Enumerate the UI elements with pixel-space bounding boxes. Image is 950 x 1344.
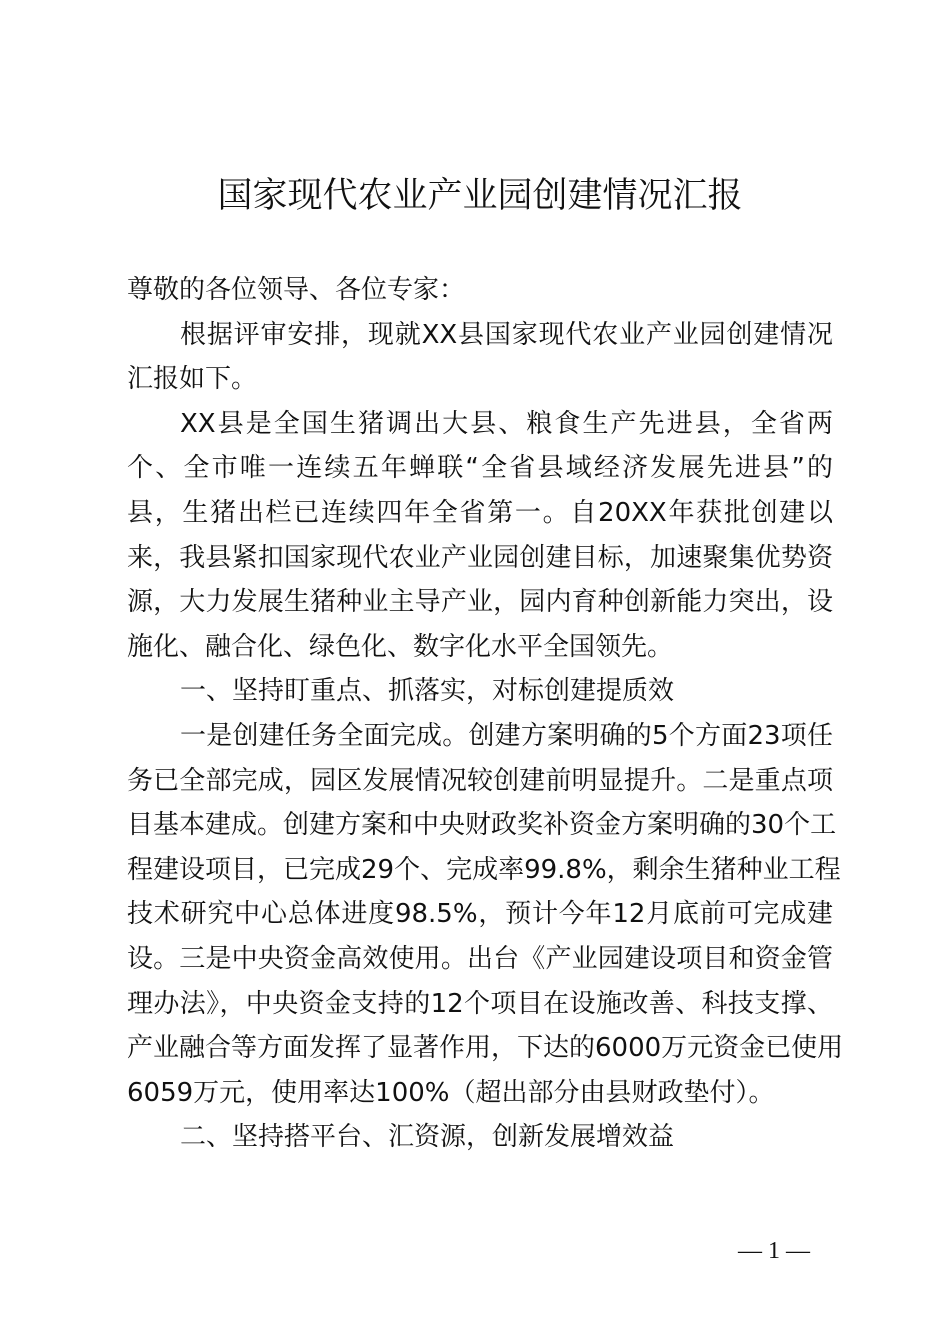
document-title: 国家现代农业产业园创建情况汇报 bbox=[217, 176, 743, 216]
text-line: XX县是全国生猪调出大县、粮食生产先进县，全省两 bbox=[180, 408, 833, 439]
section-heading-2 bbox=[127, 1115, 833, 1160]
text-line: 技术研究中心总体进度98.5%，预计今年12月底前可完成建 bbox=[127, 899, 833, 930]
section-heading-1 bbox=[127, 669, 833, 714]
text-line: 根据评审安排，现就XX县国家现代农业产业园创建情况 bbox=[180, 319, 833, 350]
text-line: 产业融合等方面发挥了显著作用，下达的6000万元资金已使用 bbox=[127, 1033, 844, 1064]
text-line: 一是创建任务全面完成。创建方案明确的5个方面23项任 bbox=[180, 720, 833, 751]
salutation: 尊敬的各位领导、各位专家： bbox=[127, 275, 466, 305]
paragraph-1 bbox=[127, 313, 833, 402]
text-line: 6059万元，使用率达100%（超出部分由县财政垫付）。 bbox=[127, 1077, 775, 1108]
paragraph-3 bbox=[127, 714, 844, 1115]
heading-text: 二、坚持搭平台、汇资源，创新发展增效益 bbox=[180, 1122, 675, 1153]
text-line: 施化、融合化、绿色化、数字化水平全国领先。 bbox=[127, 631, 674, 662]
text-line: 目基本建成。创建方案和中央财政奖补资金方案明确的30个工 bbox=[127, 810, 837, 841]
heading-text: 一、坚持盯重点、抓落实，对标创建提质效 bbox=[180, 676, 675, 707]
text-line: 个、全市唯一连续五年蝉联“全省县域经济发展先进县”的 bbox=[127, 453, 833, 484]
paragraph-2 bbox=[127, 402, 833, 670]
document-body bbox=[127, 268, 844, 1160]
text-line: 程建设项目，已完成29个、完成率99.8%，剩余生猪种业工程 bbox=[127, 854, 841, 885]
text-line: 务已全部完成，园区发展情况较创建前明显提升。二是重点项 bbox=[127, 765, 833, 796]
text-line: 汇报如下。 bbox=[127, 364, 258, 395]
text-line: 理办法》，中央资金支持的12个项目在设施改善、科技支撑、 bbox=[127, 988, 833, 1019]
page-number: — 1 — bbox=[738, 1238, 810, 1264]
text-line: 县，生猪出栏已连续四年全省第一。自20XX年获批创建以 bbox=[127, 497, 833, 528]
text-line: 源，大力发展生猪种业主导产业，园内育种创新能力突出，设 bbox=[127, 587, 833, 618]
text-line: 来，我县紧扣国家现代农业产业园创建目标，加速聚集优势资 bbox=[127, 542, 833, 573]
text-line: 设。三是中央资金高效使用。出台《产业园建设项目和资金管 bbox=[127, 943, 833, 974]
